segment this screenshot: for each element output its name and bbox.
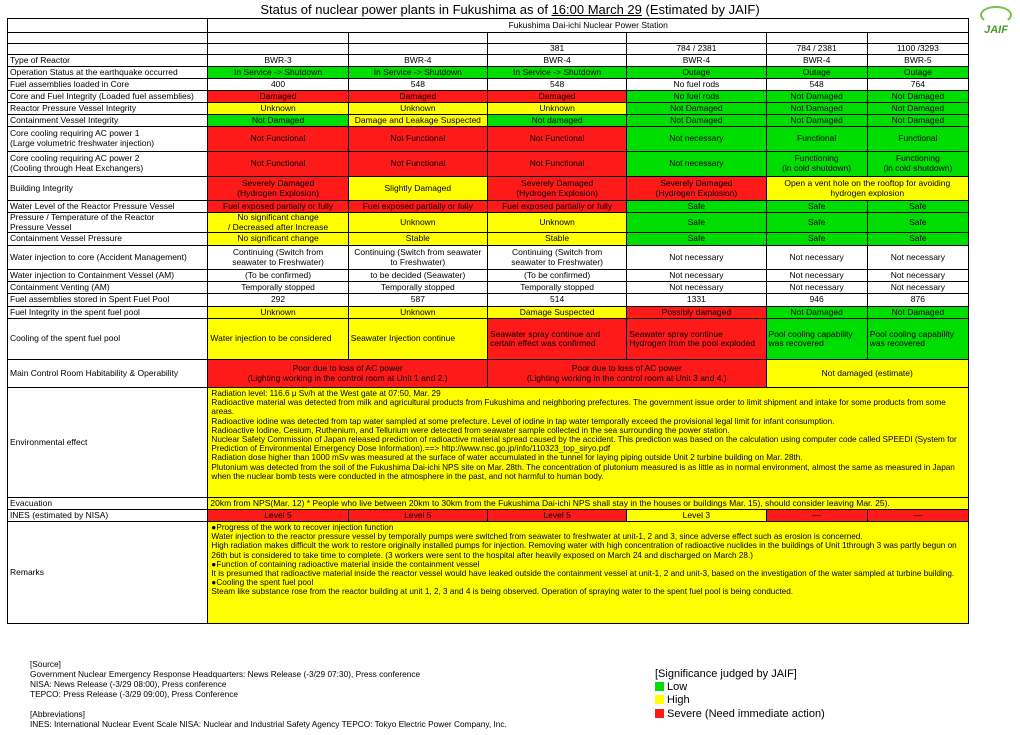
status-cell: Not necessary [766, 282, 867, 294]
table-row [8, 79, 969, 91]
logo-ring-icon [980, 6, 1012, 24]
status-cell: Not Functional [208, 152, 348, 177]
status-cell: Safe [766, 213, 867, 233]
title-suffix: (Estimated by JAIF) [641, 2, 760, 17]
table-row [8, 91, 969, 103]
table-row [8, 55, 969, 67]
environmental-line: Radioactive Iodine, Cesium, Ruthenium, and Tellurium were detected from seawater sample collected in the sea surrounding the power station. [211, 425, 730, 435]
status-cell: Safe [766, 233, 867, 246]
remarks-text [208, 522, 969, 624]
table-row [8, 294, 969, 307]
plant-header: Fukushima Dai-ichi Nuclear Power Station [208, 19, 969, 33]
status-cell: Seawater spray continue and certain effect was confirmed [487, 319, 626, 360]
environmental-line: Radiation level: 116.6 μ Sv/h at the West gate at 07:50, Mar. 29 [211, 389, 441, 399]
table-row [8, 19, 969, 33]
status-cell: Unknown [208, 103, 348, 115]
table-row [8, 127, 969, 152]
status-cell: Not necessary [627, 246, 766, 270]
ines-cell: Level 5 [487, 510, 626, 522]
table-row [8, 33, 969, 44]
unit-header [208, 33, 348, 44]
status-cell [8, 19, 208, 33]
status-cell: 587 [348, 294, 487, 307]
status-cell: to be decided (Seawater) [348, 270, 487, 282]
status-cell: Pool cooling capability was recovered [867, 319, 968, 360]
row-label: Core cooling requiring AC power 2 (Cooling through Heat Exchangers) [8, 152, 208, 177]
status-cell: BWR-3 [208, 55, 348, 67]
significance-label: Severe (Need immediate action) [667, 707, 825, 720]
status-cell: Not Damaged [867, 307, 968, 319]
unit-header [867, 33, 968, 44]
row-label: Water Level of the Reactor Pressure Vessel [8, 201, 208, 213]
source-line: TEPCO: Press Release (-3/29 09:00), Press Conference [30, 688, 238, 699]
status-cell: Not damaged (estimate) [766, 360, 968, 388]
row-label: Fuel Integrity in the spent fuel pool [8, 307, 208, 319]
significance-label: High [667, 694, 690, 707]
row-label: Operation Status at the earthquake occurred [8, 67, 208, 79]
row-label: Fuel assemblies loaded in Core [8, 79, 208, 91]
unit-header [348, 33, 487, 44]
status-cell: Unknown [487, 213, 626, 233]
status-cell: Safe [867, 201, 968, 213]
status-cell: BWR-5 [867, 55, 968, 67]
row-label: Cooling of the spent fuel pool [8, 319, 208, 360]
table-row [8, 282, 969, 294]
status-cell: Damage and Leakage Suspected [348, 115, 487, 127]
status-cell: Not Damaged [867, 91, 968, 103]
ines-cell: ― [766, 510, 867, 522]
status-cell: 548 [348, 79, 487, 91]
table-row [8, 103, 969, 115]
status-cell: Not necessary [627, 127, 766, 152]
status-cell: Not Functional [487, 127, 626, 152]
source-line: Government Nuclear Emergency Response Headquarters: News Release (-3/29 07:30), Press conference [30, 668, 421, 679]
status-cell: Not Damaged [867, 115, 968, 127]
status-cell: Safe [867, 213, 968, 233]
status-cell: Safe [867, 233, 968, 246]
status-cell: Not Damaged [208, 115, 348, 127]
table-row [8, 152, 969, 177]
page-title [0, 2, 1020, 17]
status-cell: Not necessary [627, 270, 766, 282]
status-cell: 1331 [627, 294, 766, 307]
status-cell: Possibly damaged [627, 307, 766, 319]
significance-label: Low [667, 681, 688, 694]
remarks-label: Remarks [8, 522, 208, 624]
table-row [8, 115, 969, 127]
status-cell: No significant change [208, 233, 348, 246]
remarks-line: ●Cooling the spent fuel pool [211, 578, 314, 588]
ines-label: INES (estimated by NISA) [8, 510, 208, 522]
source-line: NISA: News Release (-3/29 08:00), Press conference [30, 678, 227, 689]
table-row [8, 201, 969, 213]
status-cell: Functional [766, 127, 867, 152]
status-cell: Functioning (in cold shutdown) [766, 152, 867, 177]
capacity-cell: 1100 /3293 [867, 44, 968, 55]
row-label: Type of Reactor [8, 55, 208, 67]
status-cell: Damage Suspected [487, 307, 626, 319]
status-cell: Not necessary [627, 152, 766, 177]
environmental-line: Radioactive material was detected from milk and agricultural products from Fukushima and neighboring prefectures. The government issue order to limit shipment and intake for some products from some areas. [211, 398, 946, 417]
table-row [8, 44, 969, 55]
ines-cell: Level 3 [627, 510, 766, 522]
source-line: INES: International Nuclear Event Scale NISA: Nuclear and Industrial Safety Agency TEPCO: Tokyo Electric Power Company, Inc. [30, 718, 507, 729]
environmental-line: Radioactive iodine was detected from tap water sampled at some prefecture. Level of iodine in tap water temporally exceed the provisional legal limit for infant consumption. [211, 416, 835, 426]
row-label: Pressure / Temperature of the Reactor Pressure Vessel [8, 213, 208, 233]
row-label: Core and Fuel Integrity (Loaded fuel assemblies) [8, 91, 208, 103]
status-cell: Unknown [487, 103, 626, 115]
status-cell: Not necessary [867, 270, 968, 282]
row-label: Containment Vessel Integrity [8, 115, 208, 127]
table-row [8, 213, 969, 233]
status-cell: No fuel rods [627, 91, 766, 103]
status-cell: Damaged [348, 91, 487, 103]
row-label: Containment Venting (AM) [8, 282, 208, 294]
logo-text: JAIF [984, 24, 1008, 36]
row-label: Containment Vessel Pressure [8, 233, 208, 246]
status-cell: Not necessary [867, 246, 968, 270]
source-notes [30, 660, 507, 730]
table-row [8, 67, 969, 79]
ines-cell: Level 5 [208, 510, 348, 522]
ines-cell: Level 5 [348, 510, 487, 522]
status-cell: Damaged [487, 91, 626, 103]
color-swatch [655, 682, 664, 691]
status-cell: Not Damaged [766, 115, 867, 127]
status-cell: Safe [627, 213, 766, 233]
table-row [8, 270, 969, 282]
status-table [7, 18, 969, 624]
status-cell: Slightly Damaged [348, 177, 487, 201]
significance-item [655, 681, 825, 694]
status-cell: 548 [766, 79, 867, 91]
table-row [8, 233, 969, 246]
status-cell: Poor due to loss of AC power (Lighting working in the control room at Unit 1 and 2.) [208, 360, 488, 388]
status-cell: 876 [867, 294, 968, 307]
status-cell: Open a vent hole on the rooftop for avoiding hydrogen explosion [766, 177, 968, 201]
row-label: Water injection to Containment Vessel (AM) [8, 270, 208, 282]
status-cell: Unknown [208, 307, 348, 319]
title-time: 16:00 March 29 [551, 2, 642, 17]
table-row [8, 319, 969, 360]
row-label: Reactor Pressure Vessel Integrity [8, 103, 208, 115]
color-swatch [655, 695, 664, 704]
status-cell: Temporally stopped [487, 282, 626, 294]
status-cell: Fuel exposed partially or fully [487, 201, 626, 213]
status-cell: No fuel rods [627, 79, 766, 91]
remarks-line: Steam like substance rose from the reactor building at unit 1, 2, 3 and 4 is being observed. Operation of spraying water to the spent fuel pool is being conducted. [211, 587, 794, 597]
status-cell: Continuing (Switch from seawater to Freshwater) [487, 246, 626, 270]
environmental-text [208, 388, 969, 498]
row-label: Building Integrity [8, 177, 208, 201]
status-cell: BWR-4 [487, 55, 626, 67]
status-cell: Poor due to loss of AC power (Lighting working in the control room at Unit 3 and 4.) [487, 360, 766, 388]
status-cell: Not Functional [487, 152, 626, 177]
table-row [8, 522, 969, 624]
remarks-line: Water injection to the reactor pressure vessel by temporally pumps were switched from seawater to freshwater at unit-1, 2 and 3, since adverse effect such as erosion is concerned. [211, 532, 863, 542]
status-cell: Not Damaged [766, 307, 867, 319]
status-cell: Severely Damaged (Hydrogen Explosion) [487, 177, 626, 201]
status-cell: Not necessary [627, 282, 766, 294]
table-row [8, 360, 969, 388]
status-cell: Not necessary [867, 282, 968, 294]
evacuation-label: Evacuation [8, 498, 208, 510]
status-cell: No significant change / Decreased after Increase [208, 213, 348, 233]
capacity-cell: 784 / 2381 [627, 44, 766, 55]
status-cell: BWR-4 [348, 55, 487, 67]
status-cell: Not Damaged [766, 103, 867, 115]
significance-item [655, 694, 825, 707]
row-label: Water injection to core (Accident Management) [8, 246, 208, 270]
status-cell: Unknown [348, 213, 487, 233]
remarks-line: It is presumed that radioactive material inside the reactor vessel would have leaked outside the containment vessel at unit-1, 2 and unit-3, based on the investigation of the water sampled at turbine building. [211, 568, 955, 578]
significance-legend [655, 668, 825, 721]
environmental-line: Radiation dose higher than 1000 mSv was measured at the surface of water accumulated in the tunnel for laying piping outside Unit 2 turbine building on Mar. 28th. [211, 453, 803, 463]
status-cell: Not necessary [766, 270, 867, 282]
status-cell: Continuing (Switch from seawater to Freshwater) [348, 246, 487, 270]
significance-item [655, 708, 825, 721]
status-cell: Outage [867, 67, 968, 79]
status-cell: Not Damaged [867, 103, 968, 115]
unit-header [627, 33, 766, 44]
status-cell: Damaged [208, 91, 348, 103]
status-cell: Functioning (in cold shutdown) [867, 152, 968, 177]
table-row [8, 307, 969, 319]
status-cell: Continuing (Switch from seawater to Freshwater) [208, 246, 348, 270]
status-cell: 292 [208, 294, 348, 307]
status-cell: (To be confirmed) [208, 270, 348, 282]
status-cell: Functional [867, 127, 968, 152]
source-line: [Abbreviations] [30, 708, 85, 719]
status-cell: Safe [627, 201, 766, 213]
status-cell: Not damaged [487, 115, 626, 127]
capacity-cell: 381 [487, 44, 626, 55]
status-cell: In Service -> Shutdown [487, 67, 626, 79]
remarks-line: ●Progress of the work to recover injection function [211, 523, 394, 533]
status-cell: Temporally stopped [208, 282, 348, 294]
table-row [8, 388, 969, 498]
source-line: [Source] [30, 659, 61, 669]
status-cell: Water injection to be considered [208, 319, 348, 360]
environmental-line: Plutonium was detected from the soil of the Fukushima Dai-ichi NPS site on Mar. 28th. The concentration of plutonium measured is as little as in normal environment, almost the same as measured in Japan when the nuclear bomb tests were conducted in the atmosphere in the past, and not harmful to human body. [211, 462, 955, 481]
status-cell: Unknown [348, 307, 487, 319]
significance-title: [Significance judged by JAIF] [655, 668, 797, 680]
status-cell: 400 [208, 79, 348, 91]
status-cell: Not Functional [348, 152, 487, 177]
status-cell: Not Damaged [627, 115, 766, 127]
environmental-label: Environmental effect [8, 388, 208, 498]
status-cell: Fuel exposed partially or fully [208, 201, 348, 213]
table-row [8, 246, 969, 270]
status-cell: Not Damaged [766, 91, 867, 103]
title-prefix: Status of nuclear power plants in Fukushima as of [260, 2, 552, 17]
status-cell: Seawater spray continue Hydrogen from the pool exploded [627, 319, 766, 360]
status-cell: Temporally stopped [348, 282, 487, 294]
status-cell: Safe [766, 201, 867, 213]
capacity-cell [208, 44, 348, 55]
unit-header [766, 33, 867, 44]
status-cell: Unknown [348, 103, 487, 115]
status-cell: In Service -> Shutdown [348, 67, 487, 79]
evacuation-text: 20km from NPS(Mar. 12) * People who live between 20km to 30km from the Fukushima Dai-ichi NPS shall stay in the houses or buildings Mar. 15), should consider leaving Mar. 25). [208, 498, 969, 510]
status-cell: Not Functional [348, 127, 487, 152]
jaif-logo [976, 6, 1016, 36]
status-cell: Safe [627, 233, 766, 246]
status-cell [8, 44, 208, 55]
status-cell: Outage [766, 67, 867, 79]
capacity-cell [348, 44, 487, 55]
status-cell: Fuel exposed partially or fully [348, 201, 487, 213]
status-cell: Pool cooling capability was recovered [766, 319, 867, 360]
status-cell: Outage [627, 67, 766, 79]
status-cell: Seawater Injection continue [348, 319, 487, 360]
status-cell: Not necessary [766, 246, 867, 270]
remarks-line: High radiation makes difficult the work to restore originally installed pumps for injection. Removing water with high concentration of radioactive nuclides in the buildings of Unit 1through 3 was partly begun on 26th but is considered to take time to complete. (3 workers were sent to the hospital after heavily exposed on March 24 and discharged on March 28.) [211, 541, 957, 560]
table-row [8, 498, 969, 510]
status-cell: 514 [487, 294, 626, 307]
ines-cell: ― [867, 510, 968, 522]
status-cell: Stable [487, 233, 626, 246]
unit-header [487, 33, 626, 44]
row-label: Core cooling requiring AC power 1 (Large volumetric freshwater injection) [8, 127, 208, 152]
status-cell: Severely Damaged (Hydrogen Explosion) [208, 177, 348, 201]
status-cell: 548 [487, 79, 626, 91]
status-cell: In Service -> Shutdown [208, 67, 348, 79]
status-cell: Severely Damaged (Hydrogen Explosion) [627, 177, 766, 201]
source-line [30, 700, 507, 710]
row-label: Fuel assemblies stored in Spent Fuel Pool [8, 294, 208, 307]
color-swatch [655, 709, 664, 718]
status-cell: 946 [766, 294, 867, 307]
status-cell: (To be confirmed) [487, 270, 626, 282]
status-cell: Stable [348, 233, 487, 246]
table-row [8, 177, 969, 201]
table-row [8, 510, 969, 522]
status-cell: BWR-4 [627, 55, 766, 67]
status-cell: BWR-4 [766, 55, 867, 67]
capacity-cell: 784 / 2381 [766, 44, 867, 55]
status-cell: Not Damaged [627, 103, 766, 115]
row-label: Main Control Room Habitability & Operability [8, 360, 208, 388]
status-cell [8, 33, 208, 44]
status-cell: Not Functional [208, 127, 348, 152]
environmental-line: Nuclear Safety Commission of Japan released prediction of radioactive material spread caused by the accident. This prediction was based on the calculation using computer code called SPEEDI (System for Prediction of Environmental Emergency Dose Information).==> http://www.nsc.go.jp/info/110323_top_siryo.pdf [211, 434, 957, 454]
status-cell: 764 [867, 79, 968, 91]
remarks-line: ●Function of containing radioactive material inside the containment vessel [211, 559, 480, 569]
